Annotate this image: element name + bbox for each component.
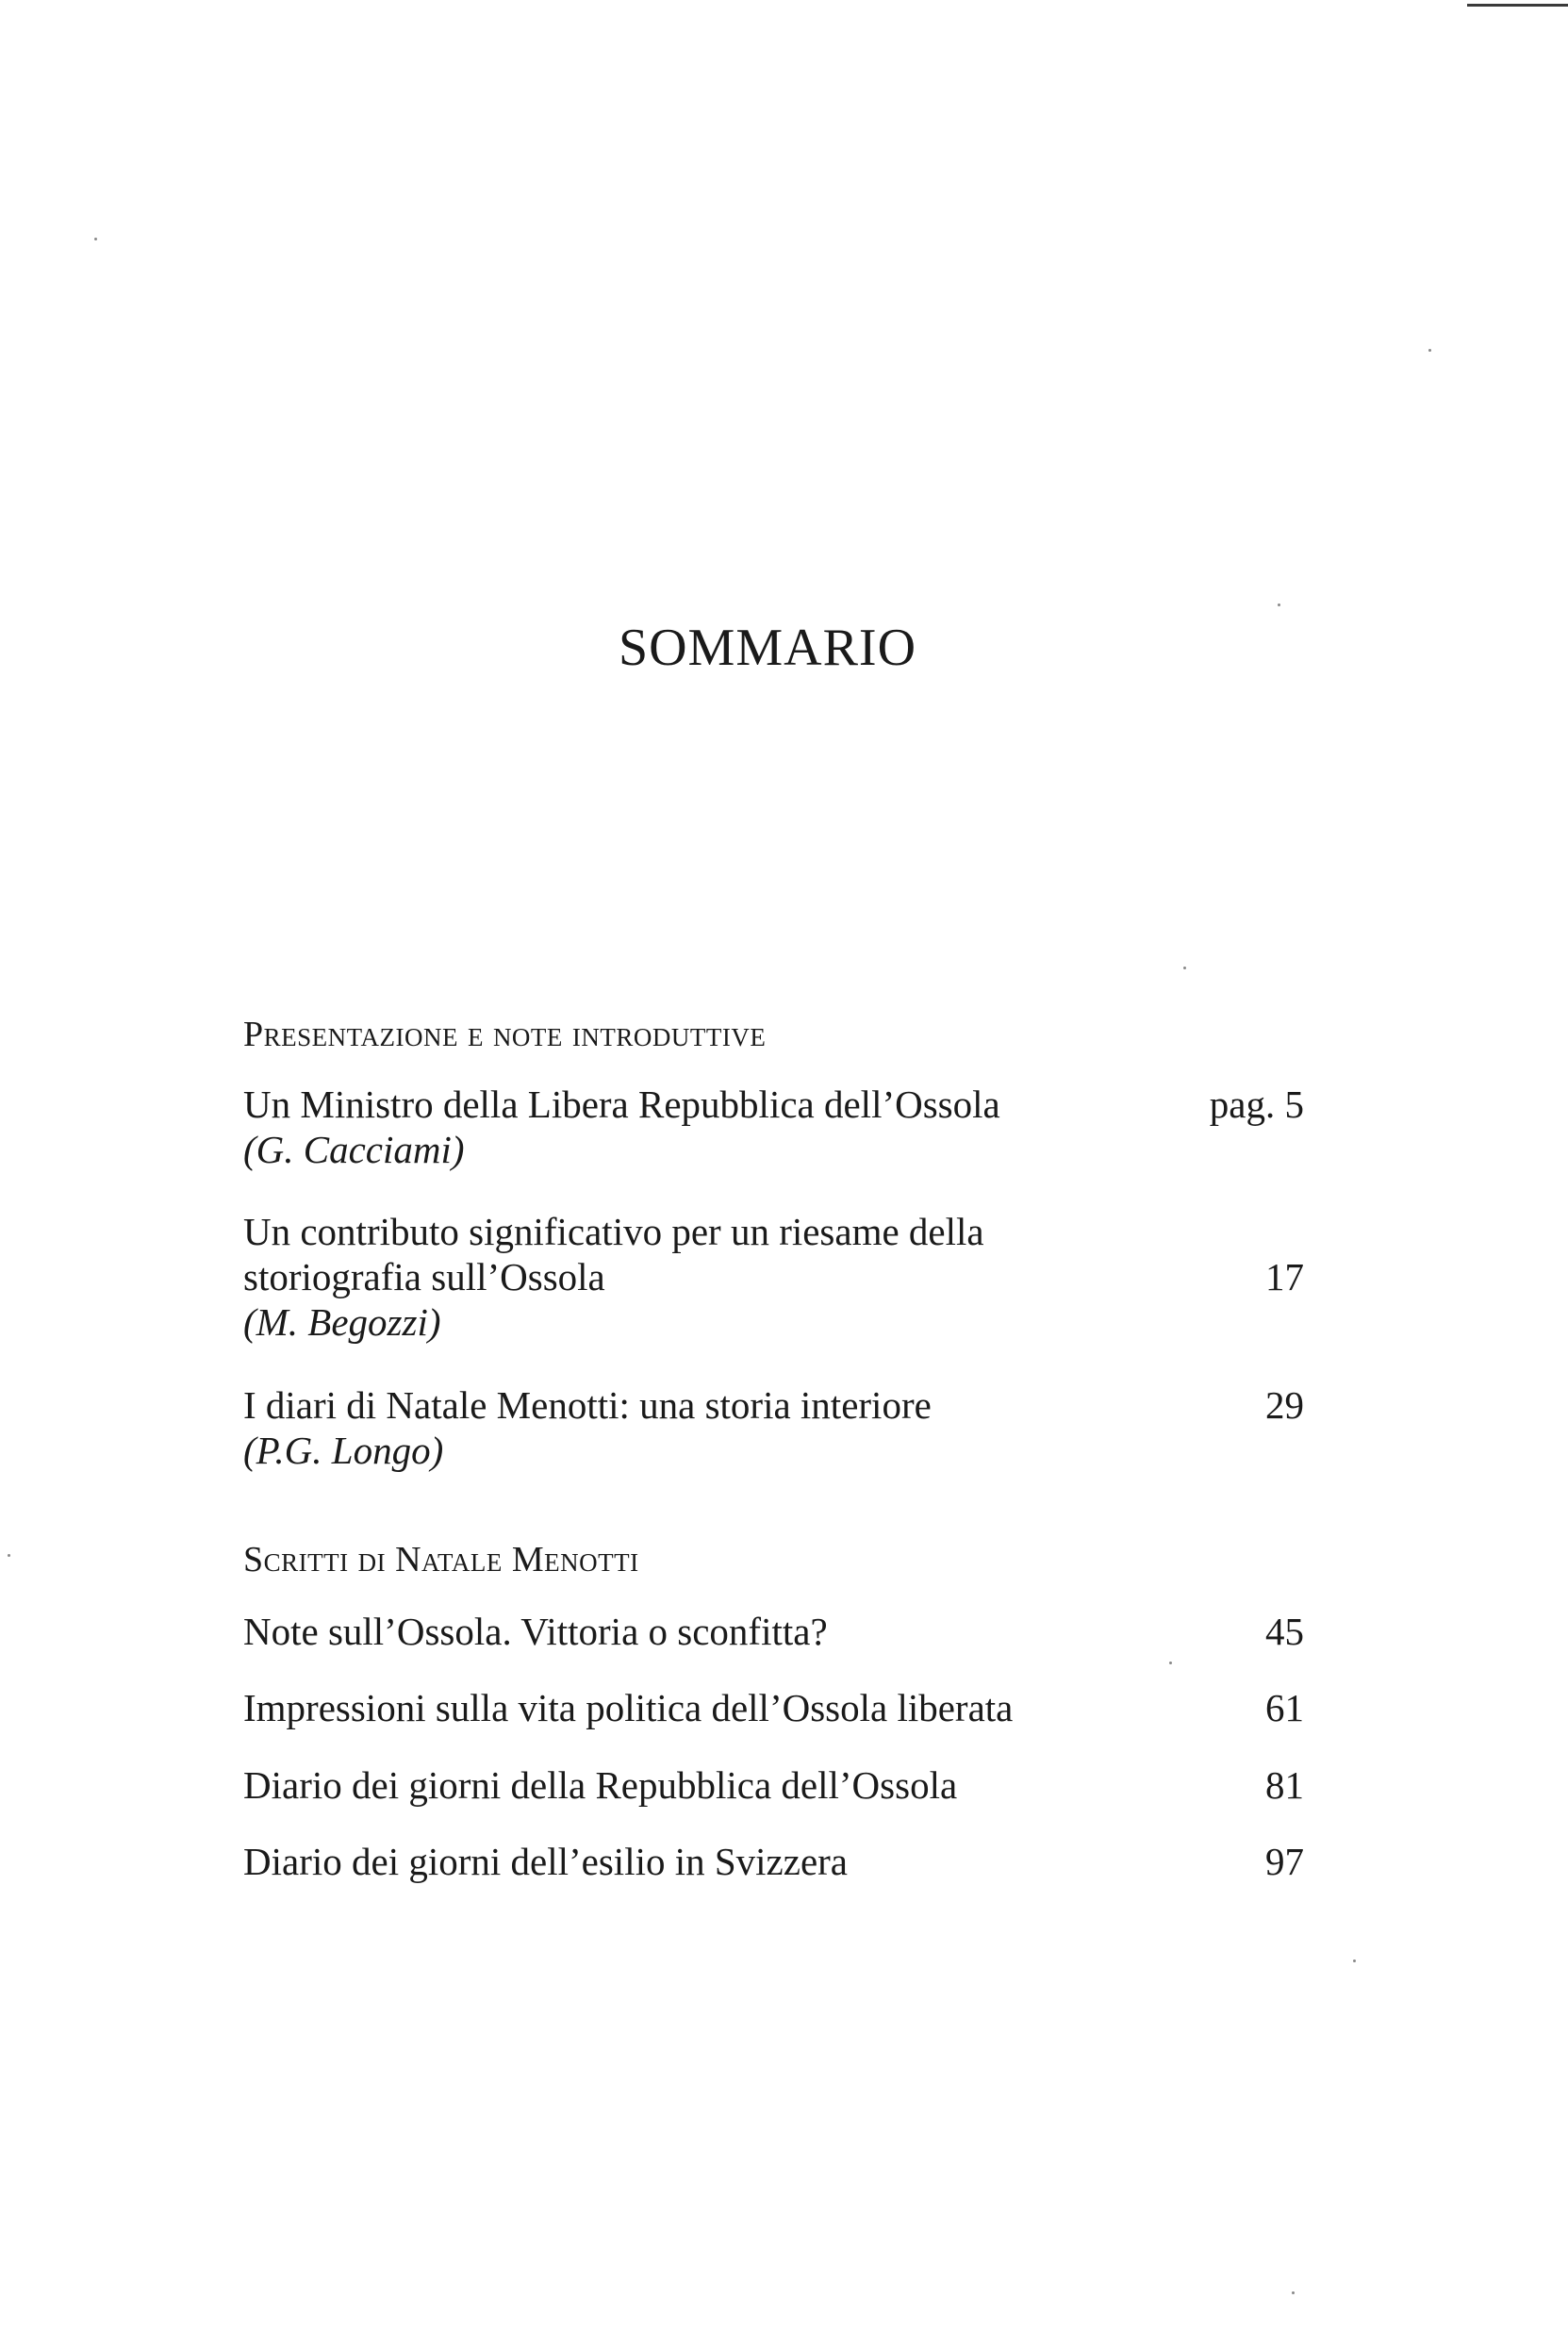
entry-author: (G. Cacciami) — [243, 1128, 465, 1171]
toc-entry-note-ossola — [243, 1609, 1304, 1654]
entry-page: 17 — [1265, 1255, 1304, 1298]
scan-speck — [1428, 349, 1431, 352]
scan-speck — [1183, 967, 1186, 969]
entry-title: Un Ministro della Libera Repubblica dell’Ossola — [243, 1083, 1000, 1126]
scan-speck — [1278, 604, 1280, 606]
toc-entry-ministro — [243, 1082, 1304, 1172]
entry-page: 81 — [1265, 1763, 1304, 1807]
scan-speck — [1169, 1662, 1172, 1664]
section-heading-scritti: Scritti di Natale Menotti — [243, 1540, 639, 1579]
page-title: SOMMARIO — [618, 619, 917, 677]
entry-author: (M. Begozzi) — [243, 1300, 441, 1344]
entry-title: Diario dei giorni dell’esilio in Svizzera — [243, 1840, 849, 1883]
entry-title: I diari di Natale Menotti: una storia interiore — [243, 1383, 932, 1427]
toc-entry-diario-repubblica — [243, 1762, 1304, 1808]
entry-page: 97 — [1265, 1840, 1304, 1883]
entry-author: (P.G. Longo) — [243, 1429, 444, 1472]
scan-speck — [1353, 1959, 1356, 1962]
entry-page: 61 — [1265, 1686, 1304, 1729]
toc-entry-diari — [243, 1382, 1304, 1473]
entry-page: pag. 5 — [1209, 1083, 1304, 1126]
top-edge-rule — [1467, 4, 1568, 7]
toc-entry-diario-esilio — [243, 1839, 1304, 1884]
scan-speck — [8, 1554, 10, 1557]
section-heading-presentazione: Presentazione e note introduttive — [243, 1015, 767, 1054]
entry-title: Note sull’Ossola. Vittoria o sconfitta? — [243, 1610, 828, 1653]
entry-title: Diario dei giorni della Repubblica dell’Ossola — [243, 1763, 958, 1807]
entry-title: Impressioni sulla vita politica dell’Ossola liberata — [243, 1686, 1014, 1729]
scan-speck — [94, 238, 97, 240]
scan-speck — [1292, 2291, 1295, 2294]
entry-title: Un contributo significativo per un riesame della — [243, 1210, 984, 1253]
entry-page: 45 — [1265, 1610, 1304, 1653]
toc-entry-contributo — [243, 1209, 1304, 1345]
entry-title-continued: storiografia sull’Ossola — [243, 1255, 605, 1298]
toc-entry-impressioni — [243, 1685, 1304, 1730]
entry-page: 29 — [1265, 1383, 1304, 1427]
